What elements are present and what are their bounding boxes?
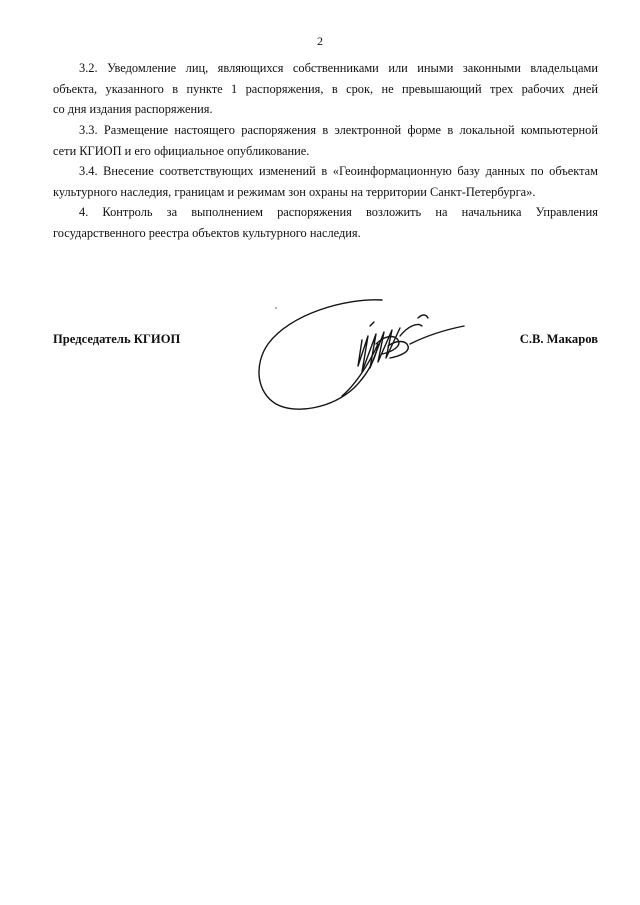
paragraph-3-2 [53, 58, 598, 120]
paragraph-3-3 [53, 120, 598, 161]
paragraph-line: культурного наследия, границам и режимам зон охраны на территории Санкт-Петербурга». [53, 184, 536, 199]
signatory-name: С.В. Макаров [519, 332, 598, 346]
paragraph-line: 4. Контроль за выполнением распоряжения возложить на начальника Управления [79, 205, 598, 219]
paragraph-line: со дня издания распоряжения. [53, 102, 213, 116]
handwritten-signature [250, 296, 480, 416]
paragraph-line: сети КГИОП и его официальное опубликование. [53, 143, 310, 158]
paragraph-line: государственного реестра объектов культурного наследия. [53, 225, 361, 240]
paragraph-line: 3.3. Размещение настоящего распоряжения в электронной форме в локальной компьютерной [79, 123, 598, 137]
paragraph-line: 3.2. Уведомление лиц, являющихся собственниками или иными законными владельцами [79, 61, 598, 75]
paragraph-line: объекта, указанного в пункте 1 распоряжения, в срок, не превышающий трех рабочих дней [53, 81, 598, 96]
signatory-title: Председатель КГИОП [53, 332, 181, 346]
paragraph-3-4 [53, 161, 598, 202]
page-number: 2 [317, 34, 323, 48]
paragraph-line: 3.4. Внесение соответствующих изменений в «Геоинформационную базу данных по объектам [79, 164, 598, 178]
paragraph-4 [53, 202, 598, 243]
